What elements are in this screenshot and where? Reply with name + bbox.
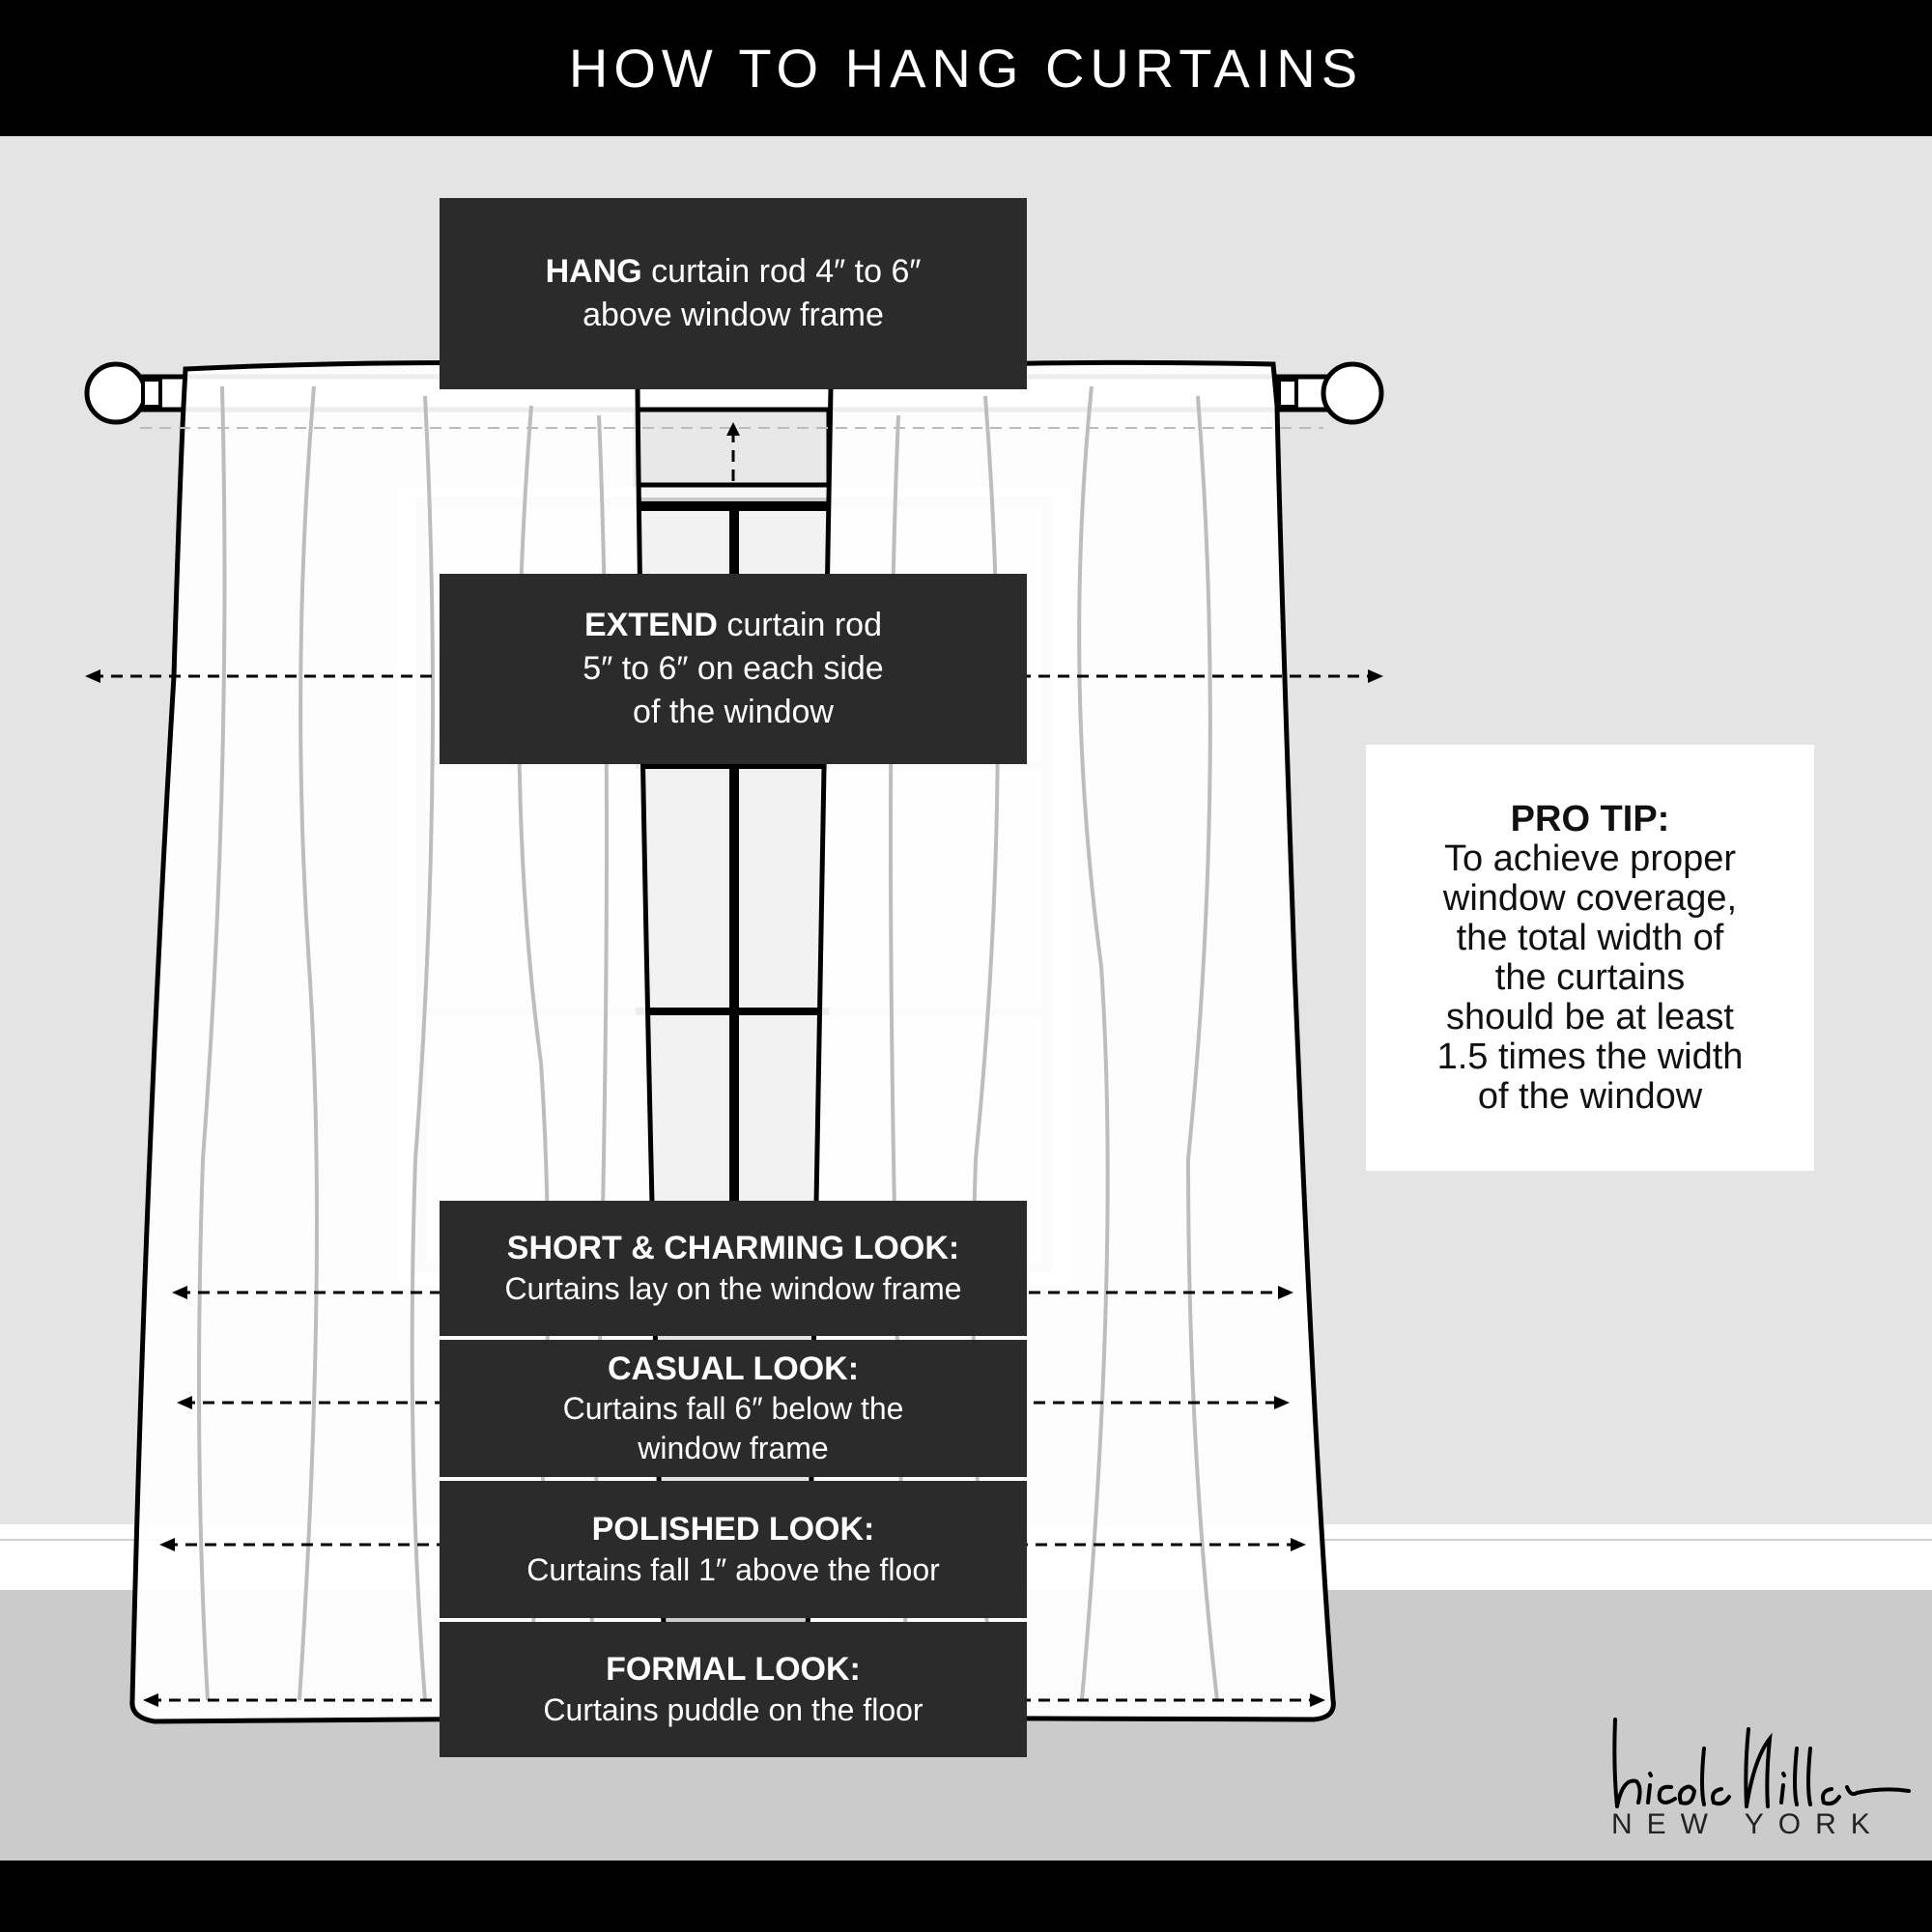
extend-line3: of the window bbox=[633, 694, 834, 730]
hang-instruction bbox=[440, 198, 1027, 389]
brand-location: NEW YORK bbox=[1611, 1808, 1885, 1840]
pro-tip-line: should be at least bbox=[1446, 997, 1734, 1037]
pro-tip-line: 1.5 times the width bbox=[1436, 1037, 1744, 1077]
extend-line2: 5″ to 6″ on each side bbox=[582, 650, 884, 687]
pro-tip-line: of the window bbox=[1477, 1076, 1703, 1117]
look-description: Curtains fall 1″ above the floor bbox=[526, 1552, 940, 1587]
hang-line2: above window frame bbox=[582, 297, 884, 333]
look-description: window frame bbox=[638, 1430, 829, 1465]
look-polished bbox=[440, 1481, 1027, 1618]
look-description: Curtains lay on the window frame bbox=[504, 1271, 962, 1306]
page-title: HOW TO HANG CURTAINS bbox=[568, 38, 1364, 99]
look-name: SHORT & CHARMING LOOK: bbox=[506, 1230, 960, 1266]
look-description: Curtains fall 6″ below the bbox=[562, 1390, 904, 1426]
extend-keyword: EXTEND bbox=[583, 607, 718, 643]
extend-line1: curtain rod bbox=[717, 607, 882, 643]
look-formal bbox=[440, 1622, 1027, 1757]
pro-tip-card bbox=[1366, 745, 1814, 1171]
pro-tip-line: To achieve proper bbox=[1443, 838, 1737, 879]
hang-keyword: HANG bbox=[545, 253, 642, 290]
look-short-charming bbox=[440, 1201, 1027, 1336]
pro-tip-heading: PRO TIP: bbox=[1510, 799, 1670, 839]
look-name: CASUAL LOOK: bbox=[607, 1350, 860, 1387]
look-description: Curtains puddle on the floor bbox=[543, 1692, 923, 1727]
look-name: FORMAL LOOK: bbox=[606, 1651, 861, 1688]
footer-bar bbox=[0, 1861, 1932, 1932]
extend-instruction bbox=[440, 574, 1027, 764]
pro-tip-line: window coverage, bbox=[1442, 878, 1738, 919]
look-casual bbox=[440, 1340, 1027, 1477]
pro-tip-line: the curtains bbox=[1494, 957, 1686, 998]
look-name: POLISHED LOOK: bbox=[591, 1511, 875, 1548]
pro-tip-line: the total width of bbox=[1456, 918, 1724, 958]
hang-line1: curtain rod 4″ to 6″ bbox=[641, 253, 922, 290]
